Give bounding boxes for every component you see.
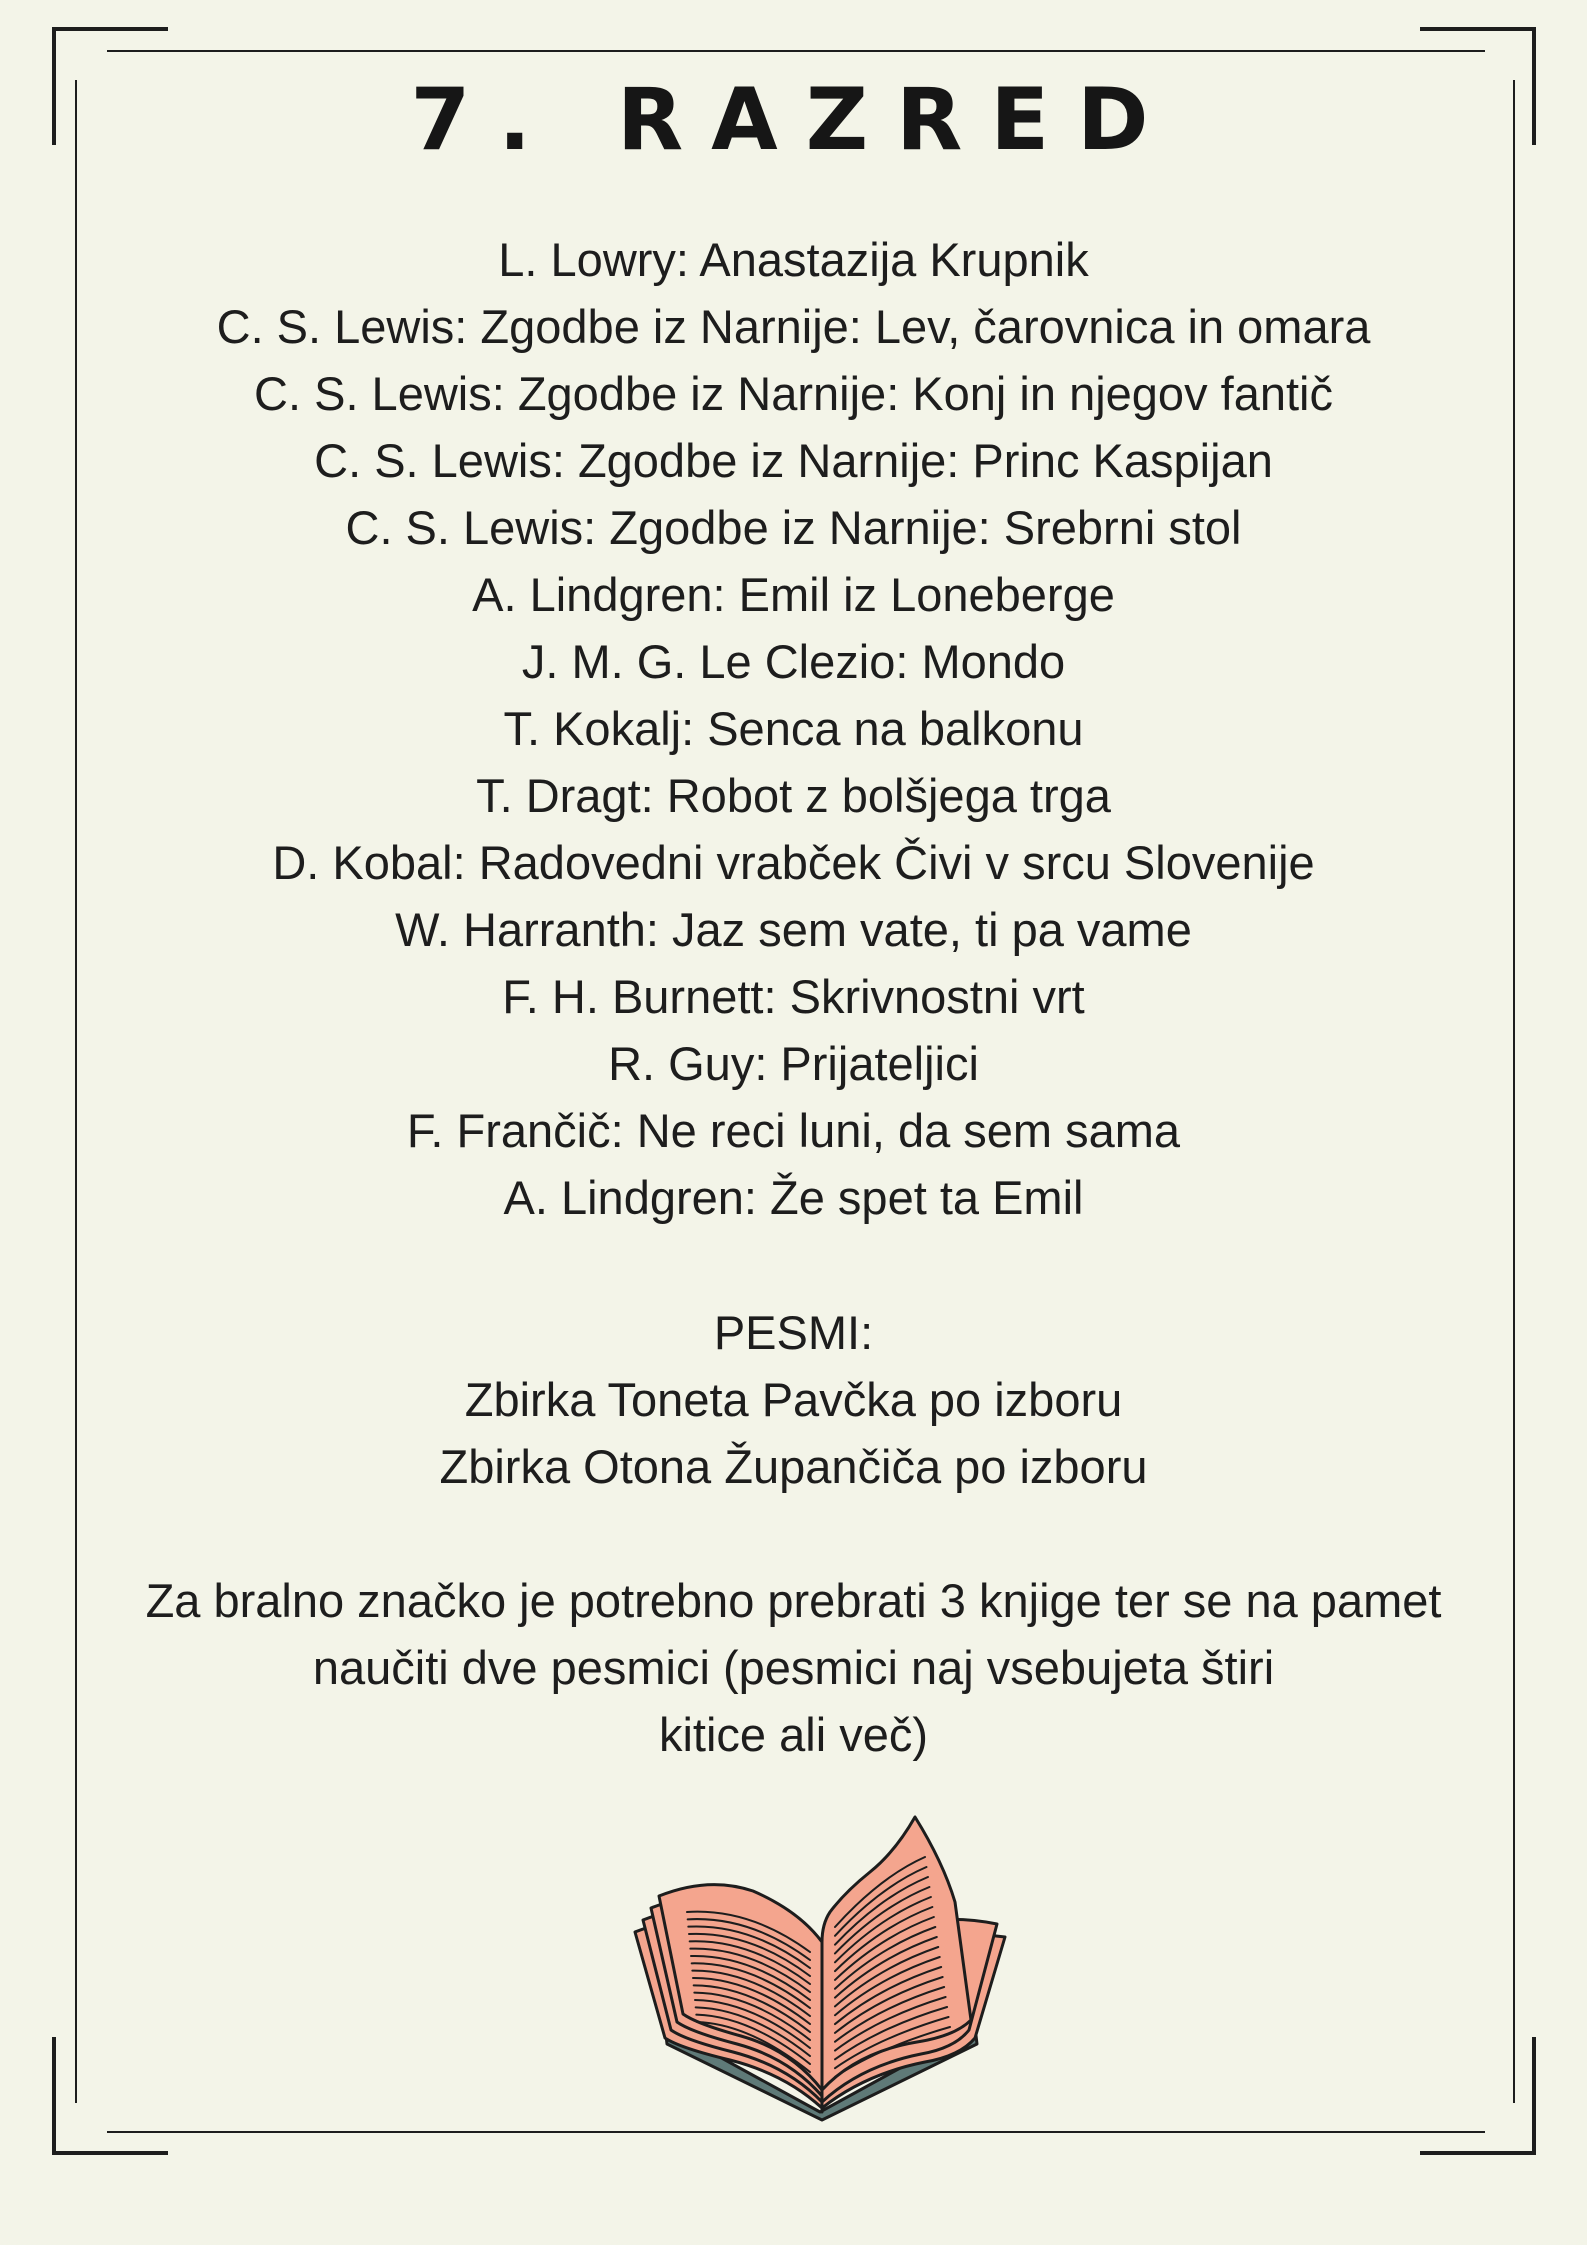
list-item: F. Frančič: Ne reci luni, da sem sama (406, 1104, 1181, 1157)
list-item: D. Kobal: Radovedni vrabček Čivi v srcu Slovenije (272, 836, 1315, 889)
poem-item: Zbirka Toneta Pavčka po izboru (464, 1373, 1123, 1426)
frame-top-line (107, 50, 1485, 52)
list-item: C. S. Lewis: Zgodbe iz Narnije: Princ Kaspijan (314, 434, 1273, 487)
note-line: Za bralno značko je potrebno prebrati 3 knjige ter se na pamet (145, 1574, 1442, 1627)
list-item: L. Lowry: Anastazija Krupnik (498, 233, 1089, 286)
list-item: C. S. Lewis: Zgodbe iz Narnije: Srebrni stol (345, 501, 1242, 554)
poems-section (0, 1299, 1587, 1500)
list-item: R. Guy: Prijateljici (608, 1037, 979, 1090)
page-title: 7. RAZRED (410, 70, 1177, 170)
poem-item: Zbirka Otona Župančiča po izboru (439, 1440, 1148, 1493)
list-item: A. Lindgren: Emil iz Loneberge (472, 568, 1115, 621)
list-item: T. Dragt: Robot z bolšjega trga (476, 769, 1111, 822)
list-item: T. Kokalj: Senca na balkonu (503, 702, 1084, 755)
note-line: naučiti dve pesmici (pesmici naj vsebujeta štiri (312, 1641, 1275, 1694)
list-item: F. H. Burnett: Skrivnostni vrt (502, 970, 1085, 1023)
book-list (0, 226, 1587, 1231)
open-book-icon (625, 1812, 1015, 2122)
list-item: J. M. G. Le Clezio: Mondo (521, 635, 1066, 688)
list-item: A. Lindgren: Že spet ta Emil (503, 1171, 1084, 1224)
poems-heading: PESMI: (713, 1306, 874, 1359)
badge-note (0, 1567, 1587, 1768)
note-line: kitice ali več) (658, 1708, 928, 1761)
list-item: C. S. Lewis: Zgodbe iz Narnije: Konj in njegov fantič (254, 367, 1333, 420)
list-item: W. Harranth: Jaz sem vate, ti pa vame (395, 903, 1192, 956)
list-item: C. S. Lewis: Zgodbe iz Narnije: Lev, čarovnica in omara (216, 300, 1371, 353)
frame-bottom-line (107, 2131, 1485, 2133)
